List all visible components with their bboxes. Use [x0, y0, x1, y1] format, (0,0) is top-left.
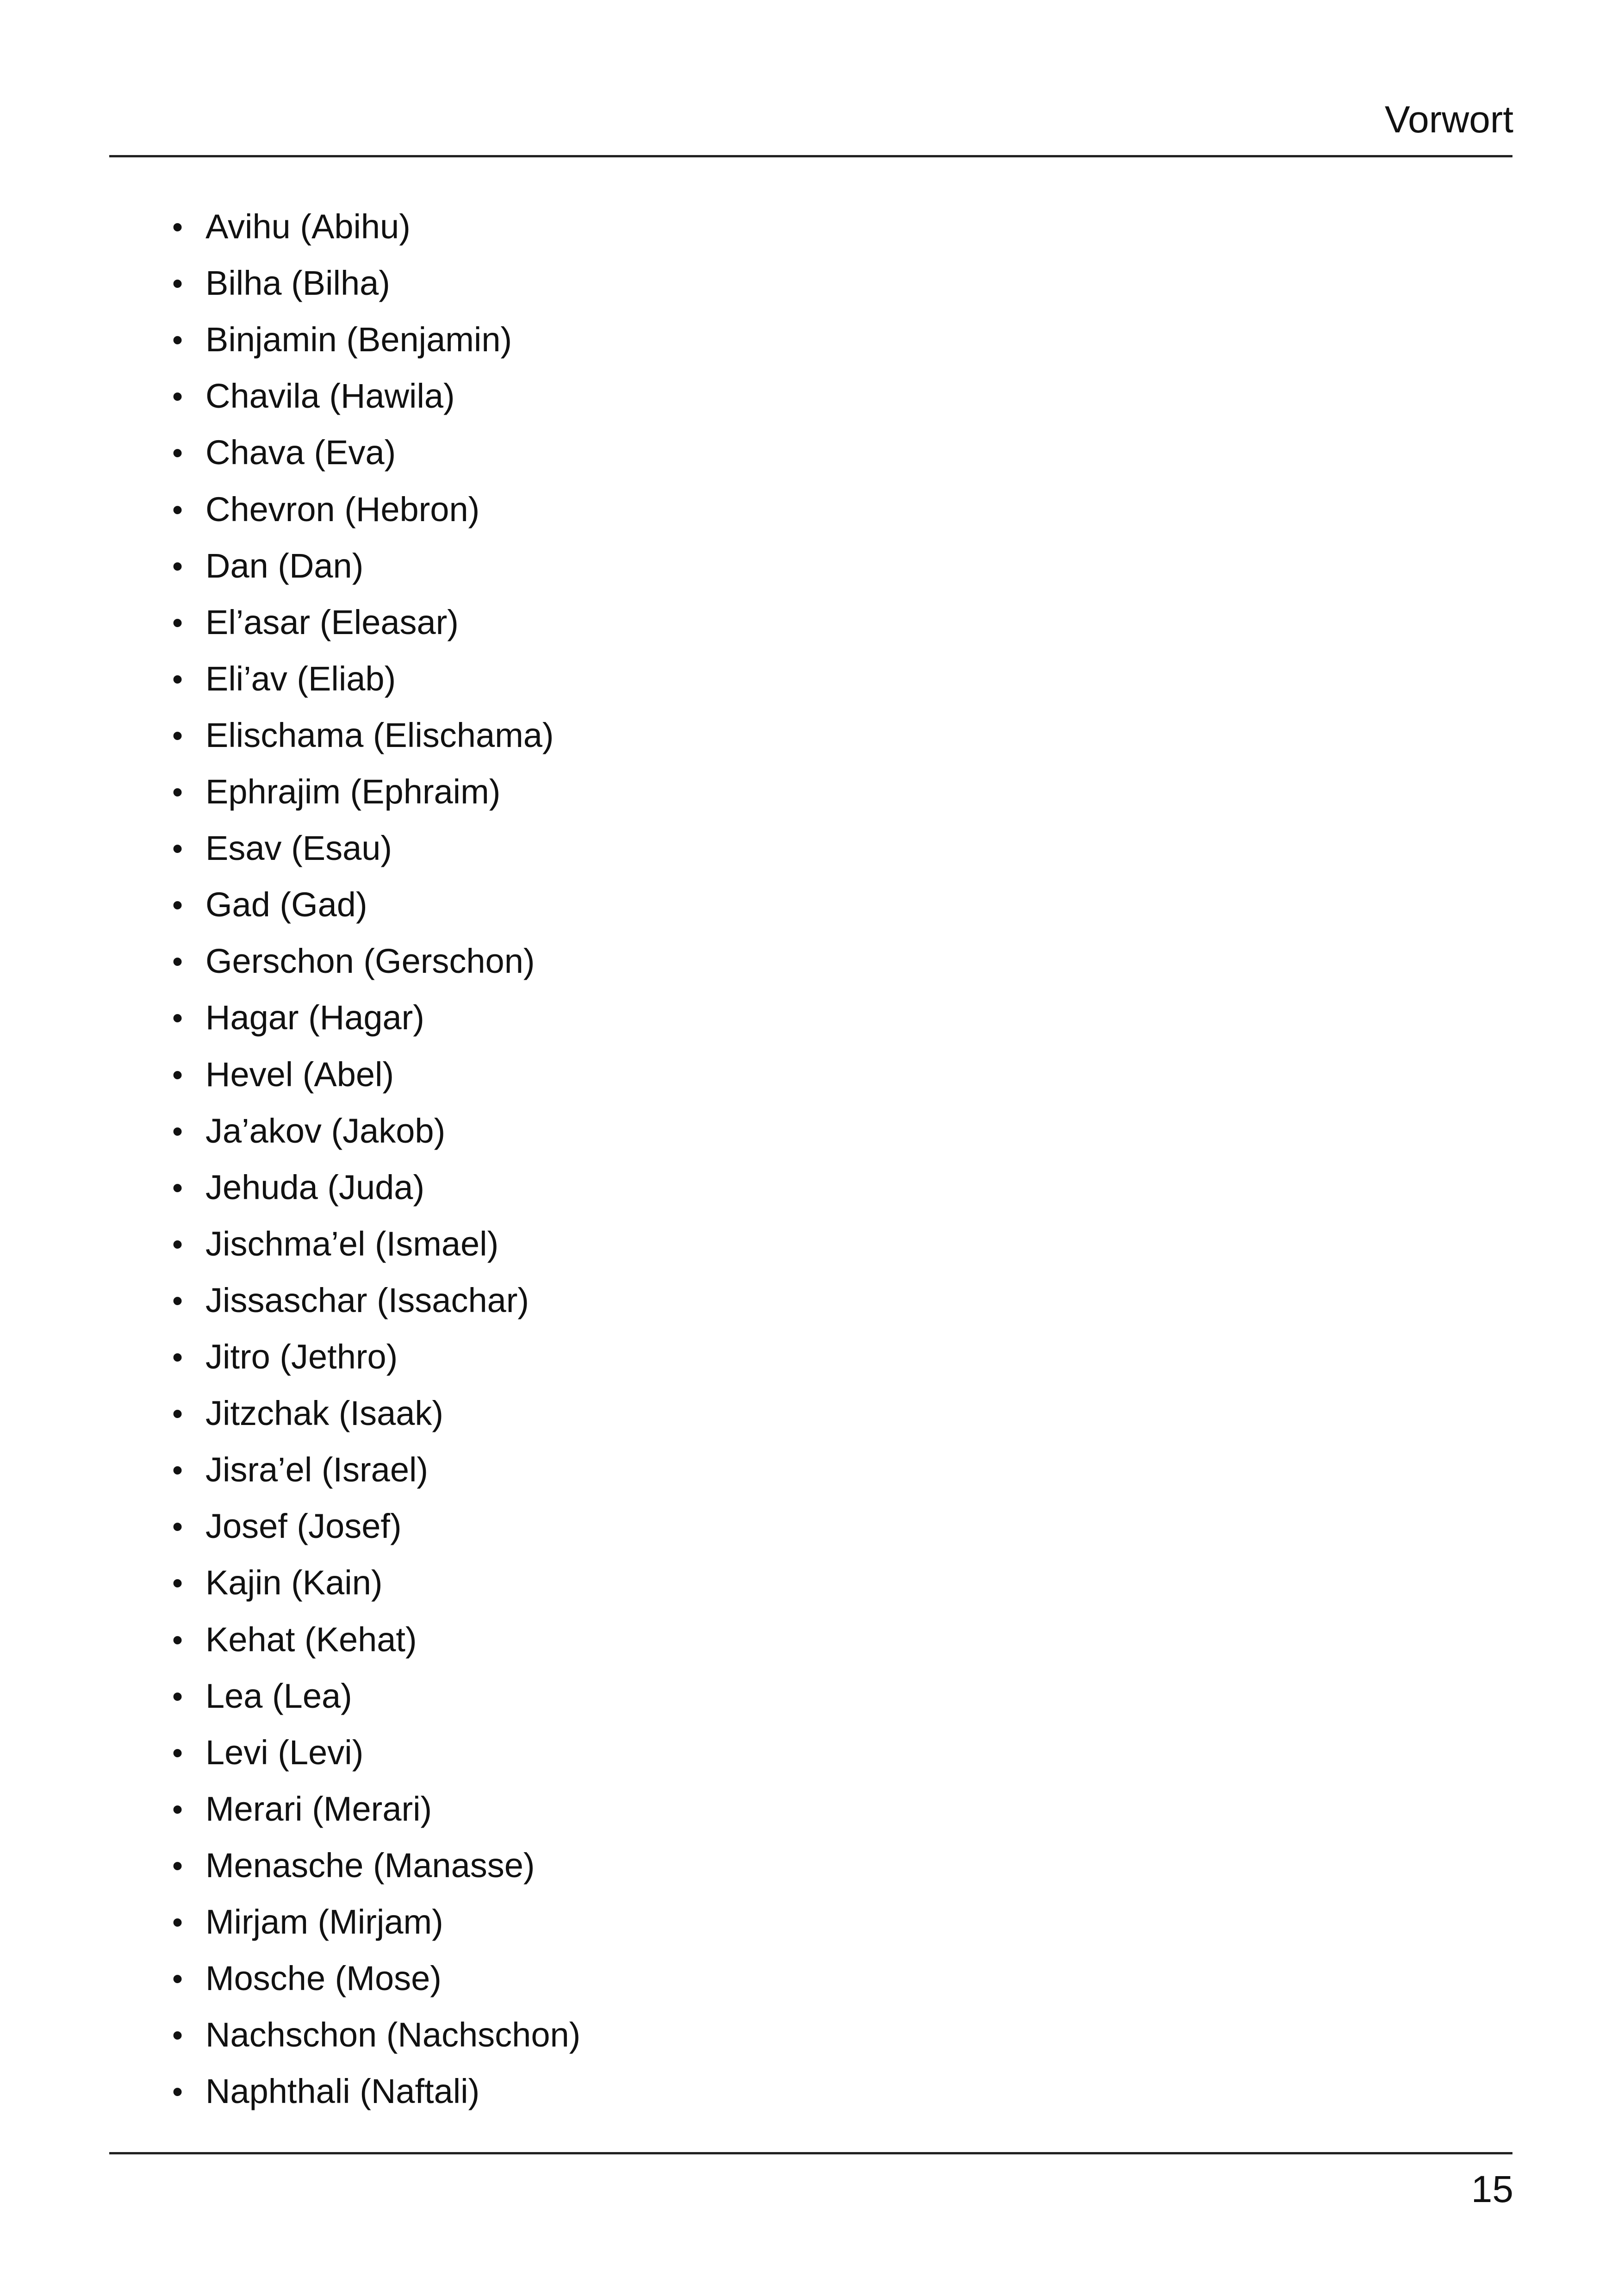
name-entry: Dan (Dan) — [205, 546, 364, 585]
name-entry: Gad (Gad) — [205, 885, 367, 924]
running-header-title: Vorwort — [1385, 99, 1513, 141]
bullet-icon: • — [172, 775, 183, 809]
name-entry: Avihu (Abihu) — [205, 207, 411, 246]
name-entry: Jissaschar (Issachar) — [205, 1281, 529, 1319]
bullet-icon: • — [172, 1114, 183, 1148]
bullet-icon: • — [172, 323, 183, 357]
list-item — [172, 1899, 443, 1945]
bullet-icon: • — [172, 492, 183, 527]
name-entry: Gerschon (Gerschon) — [205, 942, 535, 981]
list-item — [172, 1560, 383, 1606]
bullet-icon: • — [172, 831, 183, 866]
bullet-icon: • — [172, 2018, 183, 2053]
bullet-icon: • — [172, 210, 183, 244]
name-entry: El’asar (Eleasar) — [205, 603, 459, 641]
bullet-icon: • — [172, 718, 183, 753]
bullet-icon: • — [172, 1905, 183, 1939]
bullet-icon: • — [172, 1848, 183, 1883]
list-item — [172, 1617, 417, 1663]
name-entry: Jisra’el (Israel) — [205, 1450, 429, 1489]
name-entry: Ja’akov (Jakob) — [205, 1111, 446, 1150]
list-item — [172, 373, 455, 419]
bullet-icon: • — [172, 1961, 183, 1996]
page-number: 15 — [1471, 2168, 1513, 2210]
list-item — [172, 1164, 424, 1211]
name-entry: Nachschon (Nachschon) — [205, 2016, 581, 2054]
bullet-icon: • — [172, 2074, 183, 2109]
name-entry: Mosche (Mose) — [205, 1959, 442, 1998]
bullet-icon: • — [172, 1001, 183, 1035]
list-item — [172, 1221, 498, 1267]
bullet-icon: • — [172, 944, 183, 979]
bullet-icon: • — [172, 1170, 183, 1205]
bullet-icon: • — [172, 1566, 183, 1600]
bullet-icon: • — [172, 436, 183, 470]
name-entry: Hevel (Abel) — [205, 1055, 394, 1094]
list-item — [172, 1390, 443, 1437]
list-item — [172, 2068, 479, 2115]
bullet-icon: • — [172, 1396, 183, 1431]
bullet-icon: • — [172, 1340, 183, 1374]
name-entry: Bilha (Bilha) — [205, 264, 390, 303]
bullet-icon: • — [172, 1735, 183, 1770]
name-entry: Merari (Merari) — [205, 1789, 432, 1828]
list-item — [172, 1334, 398, 1380]
name-entry: Eli’av (Eliab) — [205, 659, 396, 698]
list-item — [172, 1108, 445, 1154]
bullet-icon: • — [172, 661, 183, 696]
list-item — [172, 769, 500, 815]
name-entry: Kajin (Kain) — [205, 1563, 383, 1602]
bullet-icon: • — [172, 888, 183, 922]
bullet-icon: • — [172, 1622, 183, 1657]
name-entry: Chava (Eva) — [205, 433, 396, 472]
list-item — [172, 486, 479, 533]
name-entry: Jischma’el (Ismael) — [205, 1224, 499, 1263]
list-item — [172, 1503, 402, 1549]
list-item — [172, 317, 512, 363]
list-item — [172, 1730, 363, 1776]
list-item — [172, 543, 363, 589]
name-entry: Chevron (Hebron) — [205, 490, 480, 529]
name-entry: Levi (Levi) — [205, 1733, 364, 1772]
list-item — [172, 204, 411, 250]
list-item — [172, 938, 535, 984]
list-item — [172, 1955, 442, 2002]
name-entry: Menasche (Manasse) — [205, 1846, 535, 1885]
list-item — [172, 1052, 394, 1098]
list-item — [172, 599, 459, 646]
list-item — [172, 995, 424, 1041]
name-entry: Josef (Josef) — [205, 1507, 402, 1546]
name-entry: Kehat (Kehat) — [205, 1620, 417, 1659]
name-entry: Hagar (Hagar) — [205, 998, 424, 1037]
name-entry: Elischama (Elischama) — [205, 716, 554, 754]
bullet-icon: • — [172, 548, 183, 583]
list-item — [172, 260, 390, 306]
bullet-icon: • — [172, 1283, 183, 1318]
list-item — [172, 1786, 432, 1832]
name-entry: Binjamin (Benjamin) — [205, 320, 512, 359]
bullet-icon: • — [172, 379, 183, 414]
name-entry: Chavila (Hawila) — [205, 377, 455, 416]
bullet-icon: • — [172, 1792, 183, 1826]
name-entry: Jitzchak (Isaak) — [205, 1394, 444, 1433]
bullet-icon: • — [172, 1509, 183, 1544]
list-item — [172, 712, 554, 759]
list-item — [172, 825, 392, 871]
list-item — [172, 1447, 428, 1493]
name-entry: Jehuda (Juda) — [205, 1168, 425, 1207]
name-entry: Jitro (Jethro) — [205, 1338, 398, 1376]
bullet-icon: • — [172, 1453, 183, 1487]
list-item — [172, 656, 396, 702]
name-entry: Naphthali (Naftali) — [205, 2072, 480, 2111]
list-item — [172, 2012, 580, 2058]
bullet-icon: • — [172, 1057, 183, 1092]
bullet-icon: • — [172, 266, 183, 301]
list-item — [172, 1673, 352, 1719]
bullet-icon: • — [172, 605, 183, 640]
name-entry: Lea (Lea) — [205, 1676, 352, 1715]
bullet-icon: • — [172, 1679, 183, 1713]
list-item — [172, 429, 396, 476]
list-item — [172, 882, 367, 928]
list-item — [172, 1277, 529, 1324]
name-entry: Esav (Esau) — [205, 829, 392, 868]
footer-rule — [109, 2152, 1512, 2154]
list-item — [172, 1842, 535, 1889]
bullet-icon: • — [172, 1226, 183, 1261]
name-entry: Mirjam (Mirjam) — [205, 1903, 443, 1941]
name-entry: Ephrajim (Ephraim) — [205, 772, 501, 811]
header-rule — [109, 155, 1512, 157]
